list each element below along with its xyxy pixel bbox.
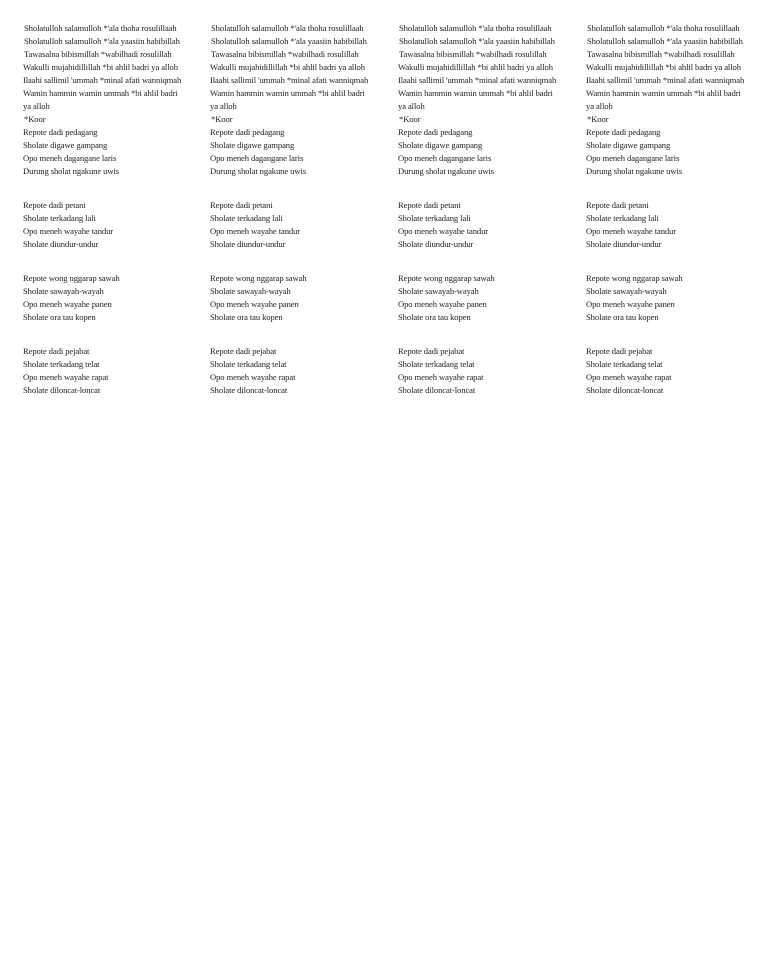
- verse-line: Repote dadi petani: [586, 200, 649, 210]
- lyric-line: Opo meneh dagangane laris: [398, 153, 492, 163]
- lyric-line: Wakulli mujahidillillah *bi ahlil badri ya alloh: [23, 62, 178, 72]
- verse-line: Repote dadi pejabat: [23, 346, 90, 356]
- verse-line: Sholate sawayah-wayah: [23, 286, 104, 296]
- verse-line: Repote wong nggarap sawah: [210, 273, 307, 283]
- verse-line: Sholate diloncat-loncat: [398, 385, 476, 395]
- lyric-line: Sholatulloh salamulloh *'ala thoha rosulillaah: [587, 23, 740, 33]
- lyric-line: Durung sholat ngakune uwis: [23, 166, 119, 176]
- lyric-line: Wamin hammin wamin ummah *bi ahlil badri ya alloh: [398, 88, 553, 111]
- lyric-line: Sholatulloh salamulloh *'ala yaasiin habibillah: [399, 36, 555, 46]
- verse-line: Sholate terkadang lali: [210, 213, 283, 223]
- verse-line: Opo meneh wayahe tandur: [210, 226, 301, 236]
- lyric-line: Sholatulloh salamulloh *'ala thoha rosulillaah: [24, 23, 177, 33]
- verse-line: Sholate terkadang telat: [210, 359, 287, 369]
- verse-line: Opo meneh wayahe panen: [210, 299, 299, 309]
- lyric-line: Sholatulloh salamulloh *'ala yaasiin habibillah: [587, 36, 743, 46]
- verse-line: Repote dadi petani: [23, 200, 86, 210]
- lyrics-column-2: [210, 22, 372, 397]
- lyric-line: Sholate digawe gampang: [210, 140, 295, 150]
- lyric-line: Sholatulloh salamulloh *'ala yaasiin habibillah: [24, 36, 180, 46]
- verse-line: Repote dadi petani: [398, 200, 461, 210]
- verse-line: Opo meneh wayahe tandur: [586, 226, 677, 236]
- lyric-line: Opo meneh dagangane laris: [586, 153, 680, 163]
- verse-line: Repote dadi pejabat: [210, 346, 277, 356]
- verse-line: Sholate diundur-undur: [586, 239, 662, 249]
- lyrics-column-4: [586, 22, 748, 397]
- verse-line: Repote wong nggarap sawah: [23, 273, 120, 283]
- lyric-line: *Koor: [211, 114, 233, 124]
- verse-line: Sholate ora tau kopen: [210, 312, 283, 322]
- verse-line: Opo meneh wayahe rapat: [586, 372, 672, 382]
- verse-line: Opo meneh wayahe rapat: [210, 372, 296, 382]
- verse-line: Sholate terkadang lali: [398, 213, 471, 223]
- lyric-line: Sholatulloh salamulloh *'ala yaasiin habibillah: [211, 36, 367, 46]
- lyric-line: Tawasalna bibismillah *wabilhadi rosulillah: [399, 49, 547, 59]
- lyric-line: Wamin hammin wamin ummah *bi ahlil badri ya alloh: [210, 88, 365, 111]
- lyrics-column-3: [398, 22, 560, 397]
- verse-line: Sholate sawayah-wayah: [586, 286, 667, 296]
- verse-line: Sholate ora tau kopen: [398, 312, 471, 322]
- lyric-line: Opo meneh dagangane laris: [210, 153, 304, 163]
- verse-line: Opo meneh wayahe tandur: [23, 226, 114, 236]
- verse-line: Opo meneh wayahe rapat: [23, 372, 109, 382]
- lyric-line: Wamin hammin wamin ummah *bi ahlil badri ya alloh: [586, 88, 741, 111]
- lyric-line: Repote dadi pedagang: [23, 127, 98, 137]
- lyric-line: Durung sholat ngakune uwis: [586, 166, 682, 176]
- verse-line: Sholate terkadang telat: [398, 359, 475, 369]
- lyric-line: Repote dadi pedagang: [210, 127, 285, 137]
- lyric-line: Sholate digawe gampang: [586, 140, 671, 150]
- lyric-line: Ilaahi sallimil 'ummah *minal afati wanniqmah: [586, 75, 745, 85]
- lyric-line: Durung sholat ngakune uwis: [398, 166, 494, 176]
- verse-line: Sholate sawayah-wayah: [210, 286, 291, 296]
- lyric-line: Repote dadi pedagang: [586, 127, 661, 137]
- lyric-line: Wakulli mujahidillillah *bi ahlil badri ya alloh: [210, 62, 365, 72]
- verse-line: Sholate diloncat-loncat: [210, 385, 288, 395]
- lyric-line: Opo meneh dagangane laris: [23, 153, 117, 163]
- lyric-line: Durung sholat ngakune uwis: [210, 166, 306, 176]
- lyric-line: Sholatulloh salamulloh *'ala thoha rosulillaah: [399, 23, 552, 33]
- lyrics-column-1: [23, 22, 185, 397]
- lyric-line: Wamin hammin wamin ummah *bi ahlil badri ya alloh: [23, 88, 178, 111]
- verse-line: Sholate terkadang lali: [23, 213, 96, 223]
- verse-line: Opo meneh wayahe rapat: [398, 372, 484, 382]
- lyric-line: Sholate digawe gampang: [398, 140, 483, 150]
- lyric-line: Ilaahi sallimil 'ummah *minal afati wanniqmah: [398, 75, 557, 85]
- verse-line: Sholate terkadang lali: [586, 213, 659, 223]
- lyric-line: *Koor: [399, 114, 421, 124]
- verse-line: Sholate diundur-undur: [398, 239, 474, 249]
- verse-line: Sholate diundur-undur: [23, 239, 99, 249]
- lyric-line: *Koor: [24, 114, 46, 124]
- lyric-line: Tawasalna bibismillah *wabilhadi rosulillah: [211, 49, 359, 59]
- verse-line: Sholate terkadang telat: [23, 359, 100, 369]
- lyric-line: Sholatulloh salamulloh *'ala thoha rosulillaah: [211, 23, 364, 33]
- verse-line: Opo meneh wayahe tandur: [398, 226, 489, 236]
- lyric-line: Ilaahi sallimil 'ummah *minal afati wanniqmah: [210, 75, 369, 85]
- verse-line: Repote wong nggarap sawah: [398, 273, 495, 283]
- lyric-line: *Koor: [587, 114, 609, 124]
- verse-line: Repote dadi pejabat: [586, 346, 653, 356]
- verse-line: Opo meneh wayahe panen: [398, 299, 487, 309]
- verse-line: Repote dadi petani: [210, 200, 273, 210]
- lyric-line: Tawasalna bibismillah *wabilhadi rosulillah: [587, 49, 735, 59]
- verse-line: Opo meneh wayahe panen: [23, 299, 112, 309]
- lyric-line: Sholate digawe gampang: [23, 140, 108, 150]
- verse-line: Sholate sawayah-wayah: [398, 286, 479, 296]
- verse-line: Sholate diundur-undur: [210, 239, 286, 249]
- verse-line: Sholate diloncat-loncat: [23, 385, 101, 395]
- verse-line: Sholate diloncat-loncat: [586, 385, 664, 395]
- lyric-line: Tawasalna bibismillah *wabilhadi rosulillah: [24, 49, 172, 59]
- lyric-line: Wakulli mujahidillillah *bi ahlil badri ya alloh: [586, 62, 741, 72]
- verse-line: Repote dadi pejabat: [398, 346, 465, 356]
- lyric-line: Ilaahi sallimil 'ummah *minal afati wanniqmah: [23, 75, 182, 85]
- verse-line: Opo meneh wayahe panen: [586, 299, 675, 309]
- verse-line: Sholate terkadang telat: [586, 359, 663, 369]
- lyric-line: Wakulli mujahidillillah *bi ahlil badri ya alloh: [398, 62, 553, 72]
- verse-line: Sholate ora tau kopen: [23, 312, 96, 322]
- verse-line: Repote wong nggarap sawah: [586, 273, 683, 283]
- lyric-line: Repote dadi pedagang: [398, 127, 473, 137]
- verse-line: Sholate ora tau kopen: [586, 312, 659, 322]
